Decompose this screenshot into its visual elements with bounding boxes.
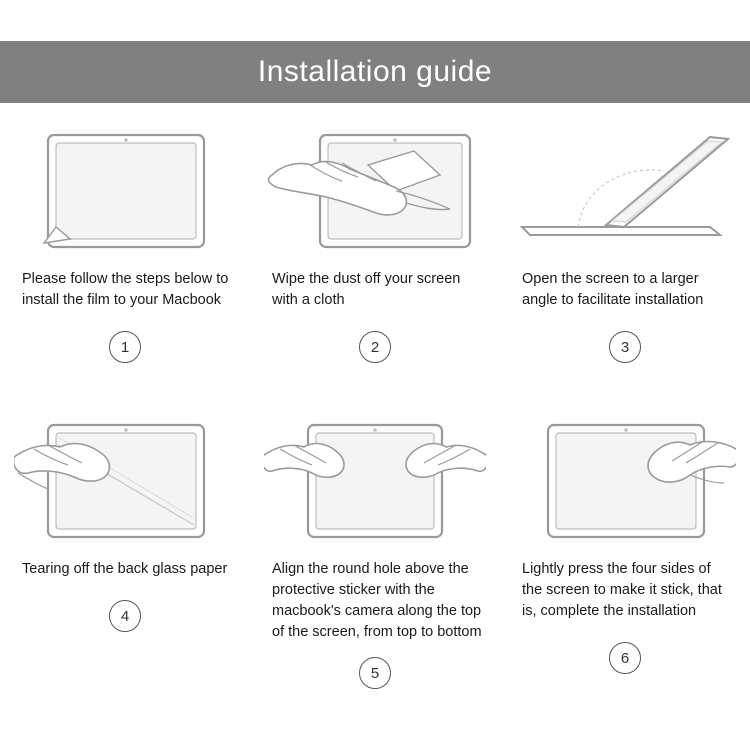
step-card-2: [250, 103, 500, 393]
step-2-number: 2: [359, 331, 391, 363]
tablet-with-peeling-film-icon: [14, 131, 236, 251]
step-2-illustration: [264, 131, 486, 251]
step-4-number-wrap: [14, 590, 236, 642]
step-card-1: [0, 103, 250, 393]
step-card-4: [0, 393, 250, 693]
step-card-6: [500, 393, 750, 693]
hand-tearing-back-paper-icon: [14, 421, 236, 541]
step-2-caption: Wipe the dust off your screen with a cloth: [272, 271, 461, 308]
step-1-number: 1: [109, 331, 141, 363]
step-card-5: [250, 393, 500, 693]
step-6-number: 6: [609, 642, 641, 674]
step-3-caption: Open the screen to a larger angle to facilitate installation: [522, 271, 704, 308]
step-5-number: 5: [359, 657, 391, 689]
step-1-number-wrap: [14, 321, 236, 373]
step-4-caption: Tearing off the back glass paper: [22, 561, 228, 577]
step-5-illustration: [264, 421, 486, 541]
step-6-illustration: [514, 421, 736, 541]
step-3-illustration: [514, 131, 736, 251]
step-1-caption: Please follow the steps below to install the film to your Macbook: [22, 271, 229, 308]
step-6-caption: Lightly press the four sides of the screen to make it stick, that is, complete the installation: [522, 561, 722, 619]
step-4-illustration: [14, 421, 236, 541]
step-5-number-wrap: [264, 653, 486, 693]
steps-grid: [0, 103, 750, 693]
laptop-open-at-angle-icon: [514, 131, 736, 251]
step-card-3: [500, 103, 750, 393]
step-3-number-wrap: [514, 321, 736, 373]
step-6-number-wrap: [514, 632, 736, 684]
step-4-number: 4: [109, 600, 141, 632]
step-5-caption: Align the round hole above the protective sticker with the macbook's camera along the top of the screen, from top to bottom: [272, 561, 482, 640]
step-1-illustration: [14, 131, 236, 251]
step-3-number: 3: [609, 331, 641, 363]
two-hands-aligning-film-icon: [264, 421, 486, 541]
hand-pressing-screen-edges-icon: [514, 421, 736, 541]
hand-wiping-screen-with-cloth-icon: [264, 131, 486, 251]
step-2-number-wrap: [264, 321, 486, 373]
header-bar: [0, 41, 750, 103]
page-title: Installation guide: [257, 55, 493, 88]
